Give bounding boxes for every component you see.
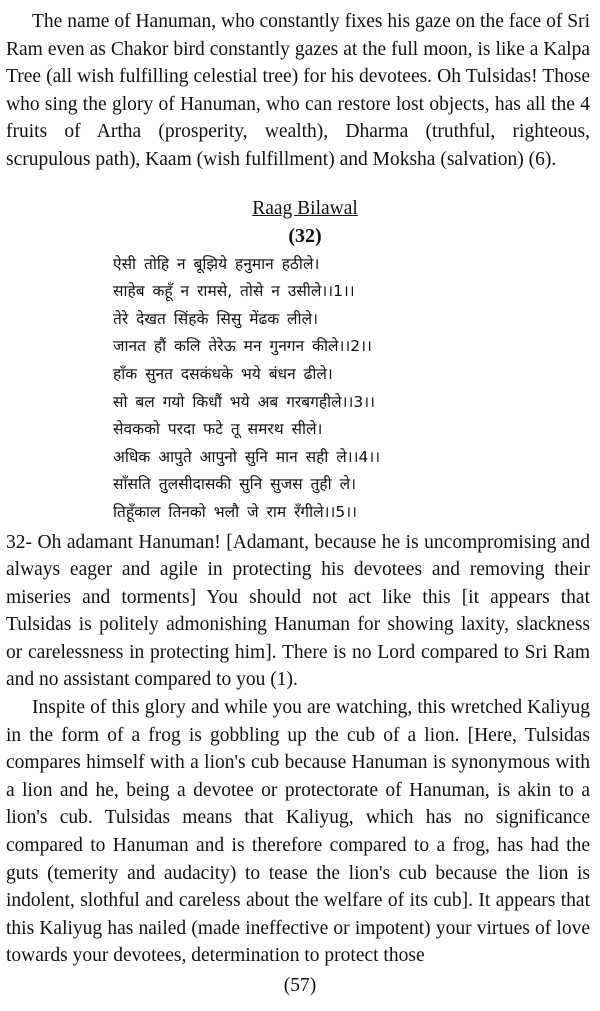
paragraph-verse-32: 32- Oh adamant Hanuman! [Adamant, because he is uncompromising and always eager and agile in protecting his devotees and removing their miseries and torments] You should not act like this [it appears that Tulsidas is politely admonishing Hanuman for showing laxity, slackness or carelessness in protecting him]. There is no Lord compared to Sri Ram and no assistant compared to you (1). [6, 531, 590, 691]
verse-line: हाँक सुनत दसकंधके भये बंधन ढीले। [113, 364, 333, 383]
verse-line: सो बल गयो किधौं भये अब गरबगहीले।।3।। [113, 392, 375, 411]
paragraph-inspite: Inspite of this glory and while you are watching, this wretched Kaliyug in the form of a frog is gobbling up the cub of a lion. [Here, Tulsidas compares himself with a lion's cub because Hanuman is synonymous with a lion and he, being a devotee or protectorate of Hanuman, is akin to a lion's cub. Tulsidas means that Kaliyug, which has no significance compared to Hanuman and is therefore compared to a frog, has had the guts (temerity and audacity) to tease the lion's cub because the lion is indolent, slothful and careless about the welfare of its cub]. It appears that this Kaliyug has nailed (made ineffective or impotent) your virtues of love towards your devotees, determination to protect those [6, 697, 590, 967]
verse-number: (32) [288, 224, 322, 247]
verse-line: साहेब कहूँ न रामसे, तोसे न उसीले।।1।। [113, 282, 355, 301]
verse-block [113, 251, 590, 527]
verse-line: तिहूँकाल तिनको भलौ जे राम रँगीले।।5।। [113, 502, 358, 521]
verse-line: तेरे देखत सिंहके सिसु मेंढक लीले। [113, 309, 318, 328]
verse-line: सेवकको परदा फटे तू समरथ सीले। [113, 420, 323, 439]
page-number: (57) [283, 975, 317, 996]
verse-line: साँसति तुलसीदासकी सुनि सुजस तुही ले। [113, 475, 356, 494]
verse-line: जानत हौं कलि तेरेऊ मन गुनगन कीले।।2।। [113, 337, 372, 356]
raag-title: Raag Bilawal [252, 197, 358, 219]
paragraph-hanuman-glory: The name of Hanuman, who constantly fixes his gaze on the face of Sri Ram even as Chakor bird constantly gazes at the full moon, is like a Kalpa Tree (all wish fulfilling celestial tree) for his devotees. Oh Tulsidas! Those who sing the glory of Hanuman, who can restore lost objects, has all the 4 fruits of Artha (prosperity, wealth), Dharma (truthful, righteous, scrupulous path), Kaam (wish fulfillment) and Moksha (salvation) (6). [6, 11, 590, 170]
verse-line: अधिक आपुते आपुनो सुनि मान सही ले।।4।। [113, 447, 381, 466]
verse-line: ऐसी तोहि न बूझिये हनुमान हठीले। [113, 254, 320, 273]
